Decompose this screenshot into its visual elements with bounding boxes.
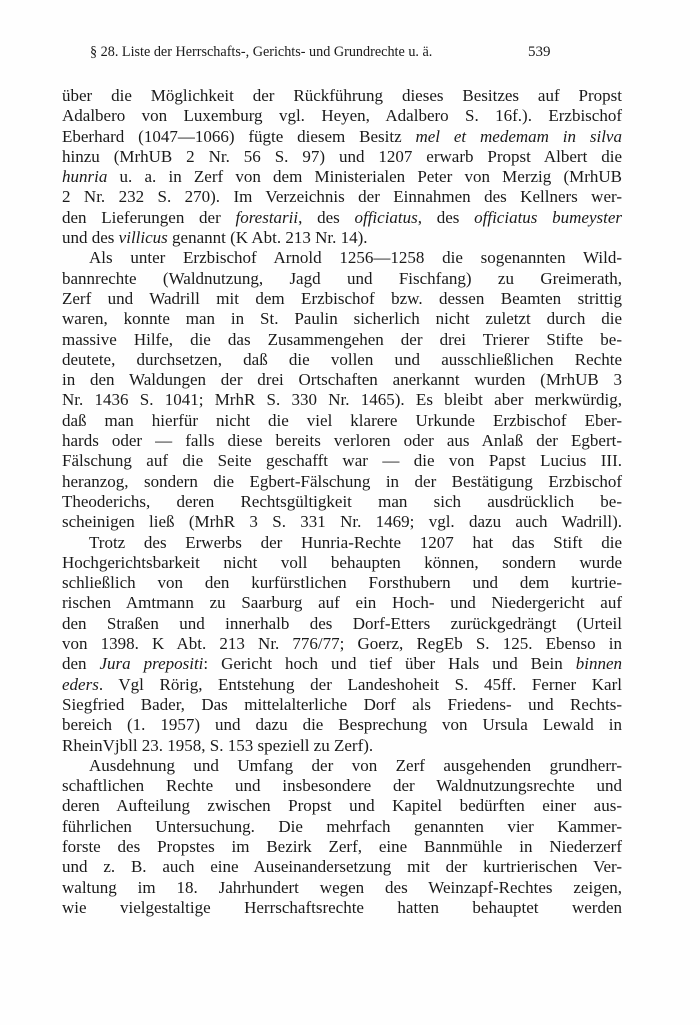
text-segment: Adalbero von Luxemburg vgl. Heyen, Adalbero S. 16f.). Erzbischof — [62, 106, 622, 126]
text-segment: daß man hierfür nicht die viel klarere Urkunde Erzbischof Eber- — [62, 410, 622, 430]
running-head — [90, 44, 550, 66]
text-line — [62, 857, 622, 877]
page-number: 539 — [528, 44, 551, 60]
section-title: § 28. Liste der Herrschafts-, Gerichts- und Grundrechte u. ä. — [90, 44, 433, 60]
text-segment: schließlich von den kurfürstlichen Forsthubern und dem kurtrie- — [62, 573, 622, 593]
text-segment: , des — [298, 207, 355, 227]
text-line — [62, 837, 622, 857]
text-line — [62, 878, 622, 898]
text-line — [62, 269, 622, 289]
text-line — [62, 472, 622, 492]
text-line — [62, 390, 622, 410]
text-segment: Als unter Erzbischof Arnold 1256—1258 die sogenannten Wild- — [89, 248, 622, 268]
italic-term: villicus — [118, 228, 168, 248]
text-line — [62, 756, 622, 776]
text-line — [62, 492, 622, 512]
text-segment: Siegfried Bader, Das mittelalterliche Dorf als Friedens- und Rechts- — [62, 694, 622, 714]
italic-term: eders — [62, 674, 99, 694]
text-segment: hinzu (MrhUB 2 Nr. 56 S. 97) und 1207 erwarb Propst Albert die — [62, 146, 622, 166]
text-line — [62, 675, 622, 695]
text-line — [62, 370, 622, 390]
text-line — [62, 654, 622, 674]
text-line — [62, 553, 622, 573]
text-line — [62, 350, 622, 370]
text-segment: wie vielgestaltige Herrschaftsrechte hatten behauptet werden — [62, 897, 622, 917]
body-text — [62, 86, 622, 918]
text-line — [62, 431, 622, 451]
text-line — [62, 86, 622, 106]
text-segment: rischen Amtmann zu Saarburg auf ein Hoch- und Niedergericht auf — [62, 593, 622, 613]
text-segment: : Gericht hoch und tief über Hals und Bein — [203, 654, 576, 674]
text-segment: waren, konnte man in St. Paulin sicherlich nicht zuletzt durch die — [62, 309, 622, 329]
text-segment: Nr. 1436 S. 1041; MrhR S. 330 Nr. 1465). Es bleibt aber merkwürdig, — [62, 390, 622, 410]
text-line — [62, 512, 622, 532]
text-segment: Fälschung auf die Seite geschafft war — die von Papst Lucius III. — [62, 451, 622, 471]
text-segment: über die Möglichkeit der Rückführung dieses Besitzes auf Propst — [62, 86, 622, 105]
text-segment: den Straßen und innerhalb des Dorf-Etters zurückgedrängt (Urteil — [62, 613, 622, 633]
text-segment: bereich (1. 1957) und dazu die Besprechung von Ursula Lewald in — [62, 715, 622, 735]
text-segment: von 1398. K Abt. 213 Nr. 776/77; Goerz, RegEb S. 125. Ebenso in — [62, 634, 622, 654]
text-line — [62, 127, 622, 147]
italic-term: mel et medemam in silva — [415, 126, 622, 146]
text-segment: hards oder — falls diese bereits verloren oder aus Anlaß der Egbert- — [62, 431, 622, 451]
text-segment: führlichen Untersuchung. Die mehrfach genannten vier Kammer- — [62, 816, 622, 836]
text-line — [62, 147, 622, 167]
italic-term: Jura prepositi — [99, 654, 204, 674]
text-line — [62, 208, 622, 228]
text-line — [62, 187, 622, 207]
text-line — [62, 309, 622, 329]
italic-term: binnen — [575, 654, 622, 674]
text-line — [62, 573, 622, 593]
text-line — [62, 167, 622, 187]
italic-term: officiatus bumeyster — [474, 207, 622, 227]
text-segment: scheinigen ließ (MrhR 3 S. 331 Nr. 1469; vgl. dazu auch Wadrill). — [62, 512, 622, 532]
italic-term: hunria — [62, 167, 108, 187]
text-segment: in den Waldungen der drei Ortschaften anerkannt wurden (MrhUB 3 — [62, 370, 622, 390]
text-segment: Eberhard (1047—1066) fügte diesem Besitz — [62, 126, 416, 146]
text-segment: , des — [417, 207, 475, 227]
text-line — [62, 248, 622, 268]
text-segment: Ausdehnung und Umfang der von Zerf ausgehenden grundherr- — [89, 755, 622, 775]
text-segment: 2 Nr. 232 S. 270). Im Verzeichnis der Einnahmen des Kellners wer- — [62, 187, 622, 207]
text-segment: bannrechte (Waldnutzung, Jagd und Fischfang) zu Greimerath, — [62, 268, 622, 288]
text-line — [62, 228, 622, 248]
text-segment: schaftlichen Rechte und insbesondere der Waldnutzungsrechte und — [62, 776, 622, 796]
text-segment: RheinVjbll 23. 1958, S. 153 speziell zu Zerf). — [62, 735, 374, 755]
text-segment: den Lieferungen der — [62, 207, 236, 227]
text-line — [62, 817, 622, 837]
text-segment: waltung im 18. Jahrhundert wegen des Weinzapf-Rechtes zeigen, — [62, 877, 622, 897]
text-line — [62, 533, 622, 553]
italic-term: forestarii — [235, 207, 299, 227]
text-segment: und des — [62, 228, 119, 248]
text-line — [62, 593, 622, 613]
text-segment: heranzog, sondern die Egbert-Fälschung in der Bestätigung Erzbischof — [62, 471, 622, 491]
text-segment: den — [62, 654, 100, 674]
italic-term: officiatus — [354, 207, 418, 227]
text-segment: Trotz des Erwerbs der Hunria-Rechte 1207 hat das Stift die — [89, 532, 622, 552]
text-segment: forste des Propstes im Bezirk Zerf, eine Bannmühle in Niederzerf — [62, 836, 622, 856]
text-line — [62, 695, 622, 715]
text-line — [62, 330, 622, 350]
text-segment: Hochgerichtsbarkeit nicht voll behaupten können, sondern wurde — [62, 552, 622, 572]
text-line — [62, 614, 622, 634]
text-line — [62, 715, 622, 735]
text-line — [62, 796, 622, 816]
text-line — [62, 289, 622, 309]
text-segment: deren Aufteilung zwischen Propst und Kapitel bedürften einer aus- — [62, 796, 622, 816]
text-line — [62, 106, 622, 126]
text-segment: deutete, durchsetzen, daß die vollen und ausschließlichen Rechte — [62, 349, 622, 369]
text-segment: . Vgl Rörig, Entstehung der Landeshoheit S. 45ff. Ferner Karl — [98, 674, 622, 694]
text-segment: Theoderichs, deren Rechtsgültigkeit man sich ausdrücklich be- — [62, 491, 622, 511]
text-line — [62, 451, 622, 471]
text-segment: und z. B. auch eine Auseinandersetzung mit der kurtrierischen Ver- — [62, 857, 622, 877]
text-line — [62, 411, 622, 431]
text-segment: Zerf und Wadrill mit dem Erzbischof bzw. dessen Beamten strittig — [62, 288, 622, 308]
text-line — [62, 776, 622, 796]
text-segment: u. a. in Zerf von dem Ministerialen Peter von Merzig (MrhUB — [107, 167, 622, 187]
text-line — [62, 736, 622, 756]
text-line — [62, 634, 622, 654]
text-segment: massive Hilfe, die das Zusammengehen der drei Trierer Stifte be- — [62, 329, 622, 349]
text-segment: genannt (K Abt. 213 Nr. 14). — [167, 228, 368, 248]
text-line — [62, 898, 622, 918]
